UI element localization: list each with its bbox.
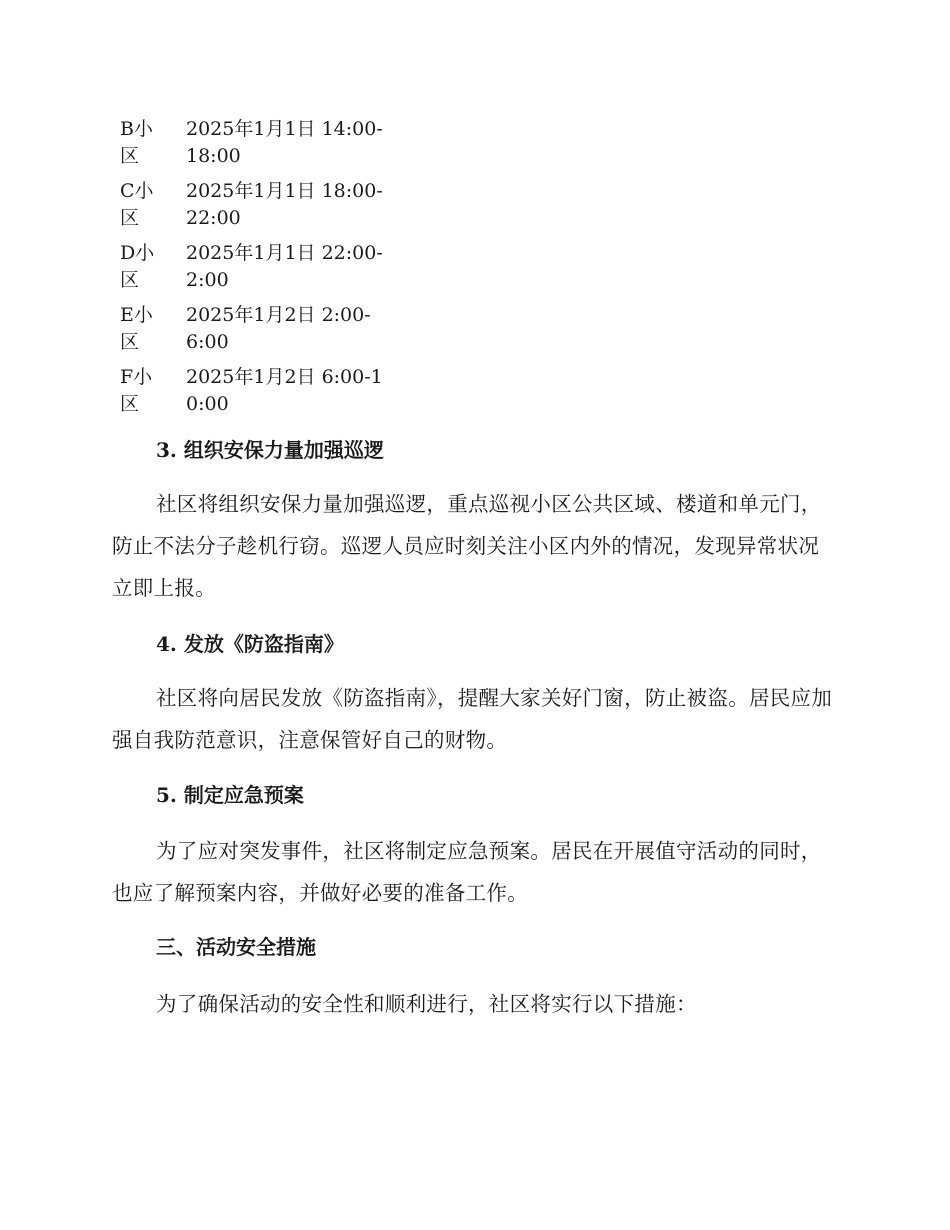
time-cell: 2025年1月1日 18:00-22:00	[186, 180, 383, 229]
table-row	[120, 178, 420, 240]
area-cell: D小区	[120, 242, 155, 291]
area-cell: E小区	[120, 304, 153, 353]
section-4-body: 社区将向居民发放《防盗指南》，提醒大家关好门窗，防止被盗。居民应加强自我防范意识，注意保管好自己的财物。	[112, 686, 833, 752]
part-3-heading: 三、活动安全措施	[156, 935, 316, 959]
section-3-body: 社区将组织安保力量加强巡逻，重点巡视小区公共区域、楼道和单元门，防止不法分子趁机行窃。巡逻人员应时刻关注小区内外的情况，发现异常状况立即上报。	[112, 492, 822, 600]
section-4-heading: 4. 发放《防盗指南》	[156, 632, 344, 656]
section-3-heading: 3. 组织安保力量加强巡逻	[156, 438, 384, 462]
table-row	[120, 116, 420, 178]
part-3-body: 为了确保活动的安全性和顺利进行，社区将实行以下措施：	[156, 992, 697, 1016]
table-row	[120, 364, 420, 426]
time-cell: 2025年1月2日 6:00-10:00	[186, 366, 383, 415]
section-5-body: 为了应对突发事件，社区将制定应急预案。居民在开展值守活动的同时，也应了解预案内容，并做好必要的准备工作。	[112, 839, 822, 905]
time-cell: 2025年1月1日 22:00-2:00	[186, 242, 383, 291]
time-cell: 2025年1月2日 2:00-6:00	[186, 304, 371, 353]
area-cell: B小区	[120, 118, 153, 167]
table-row	[120, 302, 420, 364]
time-cell: 2025年1月1日 14:00-18:00	[186, 118, 383, 167]
area-cell: C小区	[120, 180, 154, 229]
table-row	[120, 240, 420, 302]
schedule-table	[120, 116, 420, 426]
area-cell: F小区	[120, 366, 153, 415]
section-5-heading: 5. 制定应急预案	[156, 783, 304, 807]
